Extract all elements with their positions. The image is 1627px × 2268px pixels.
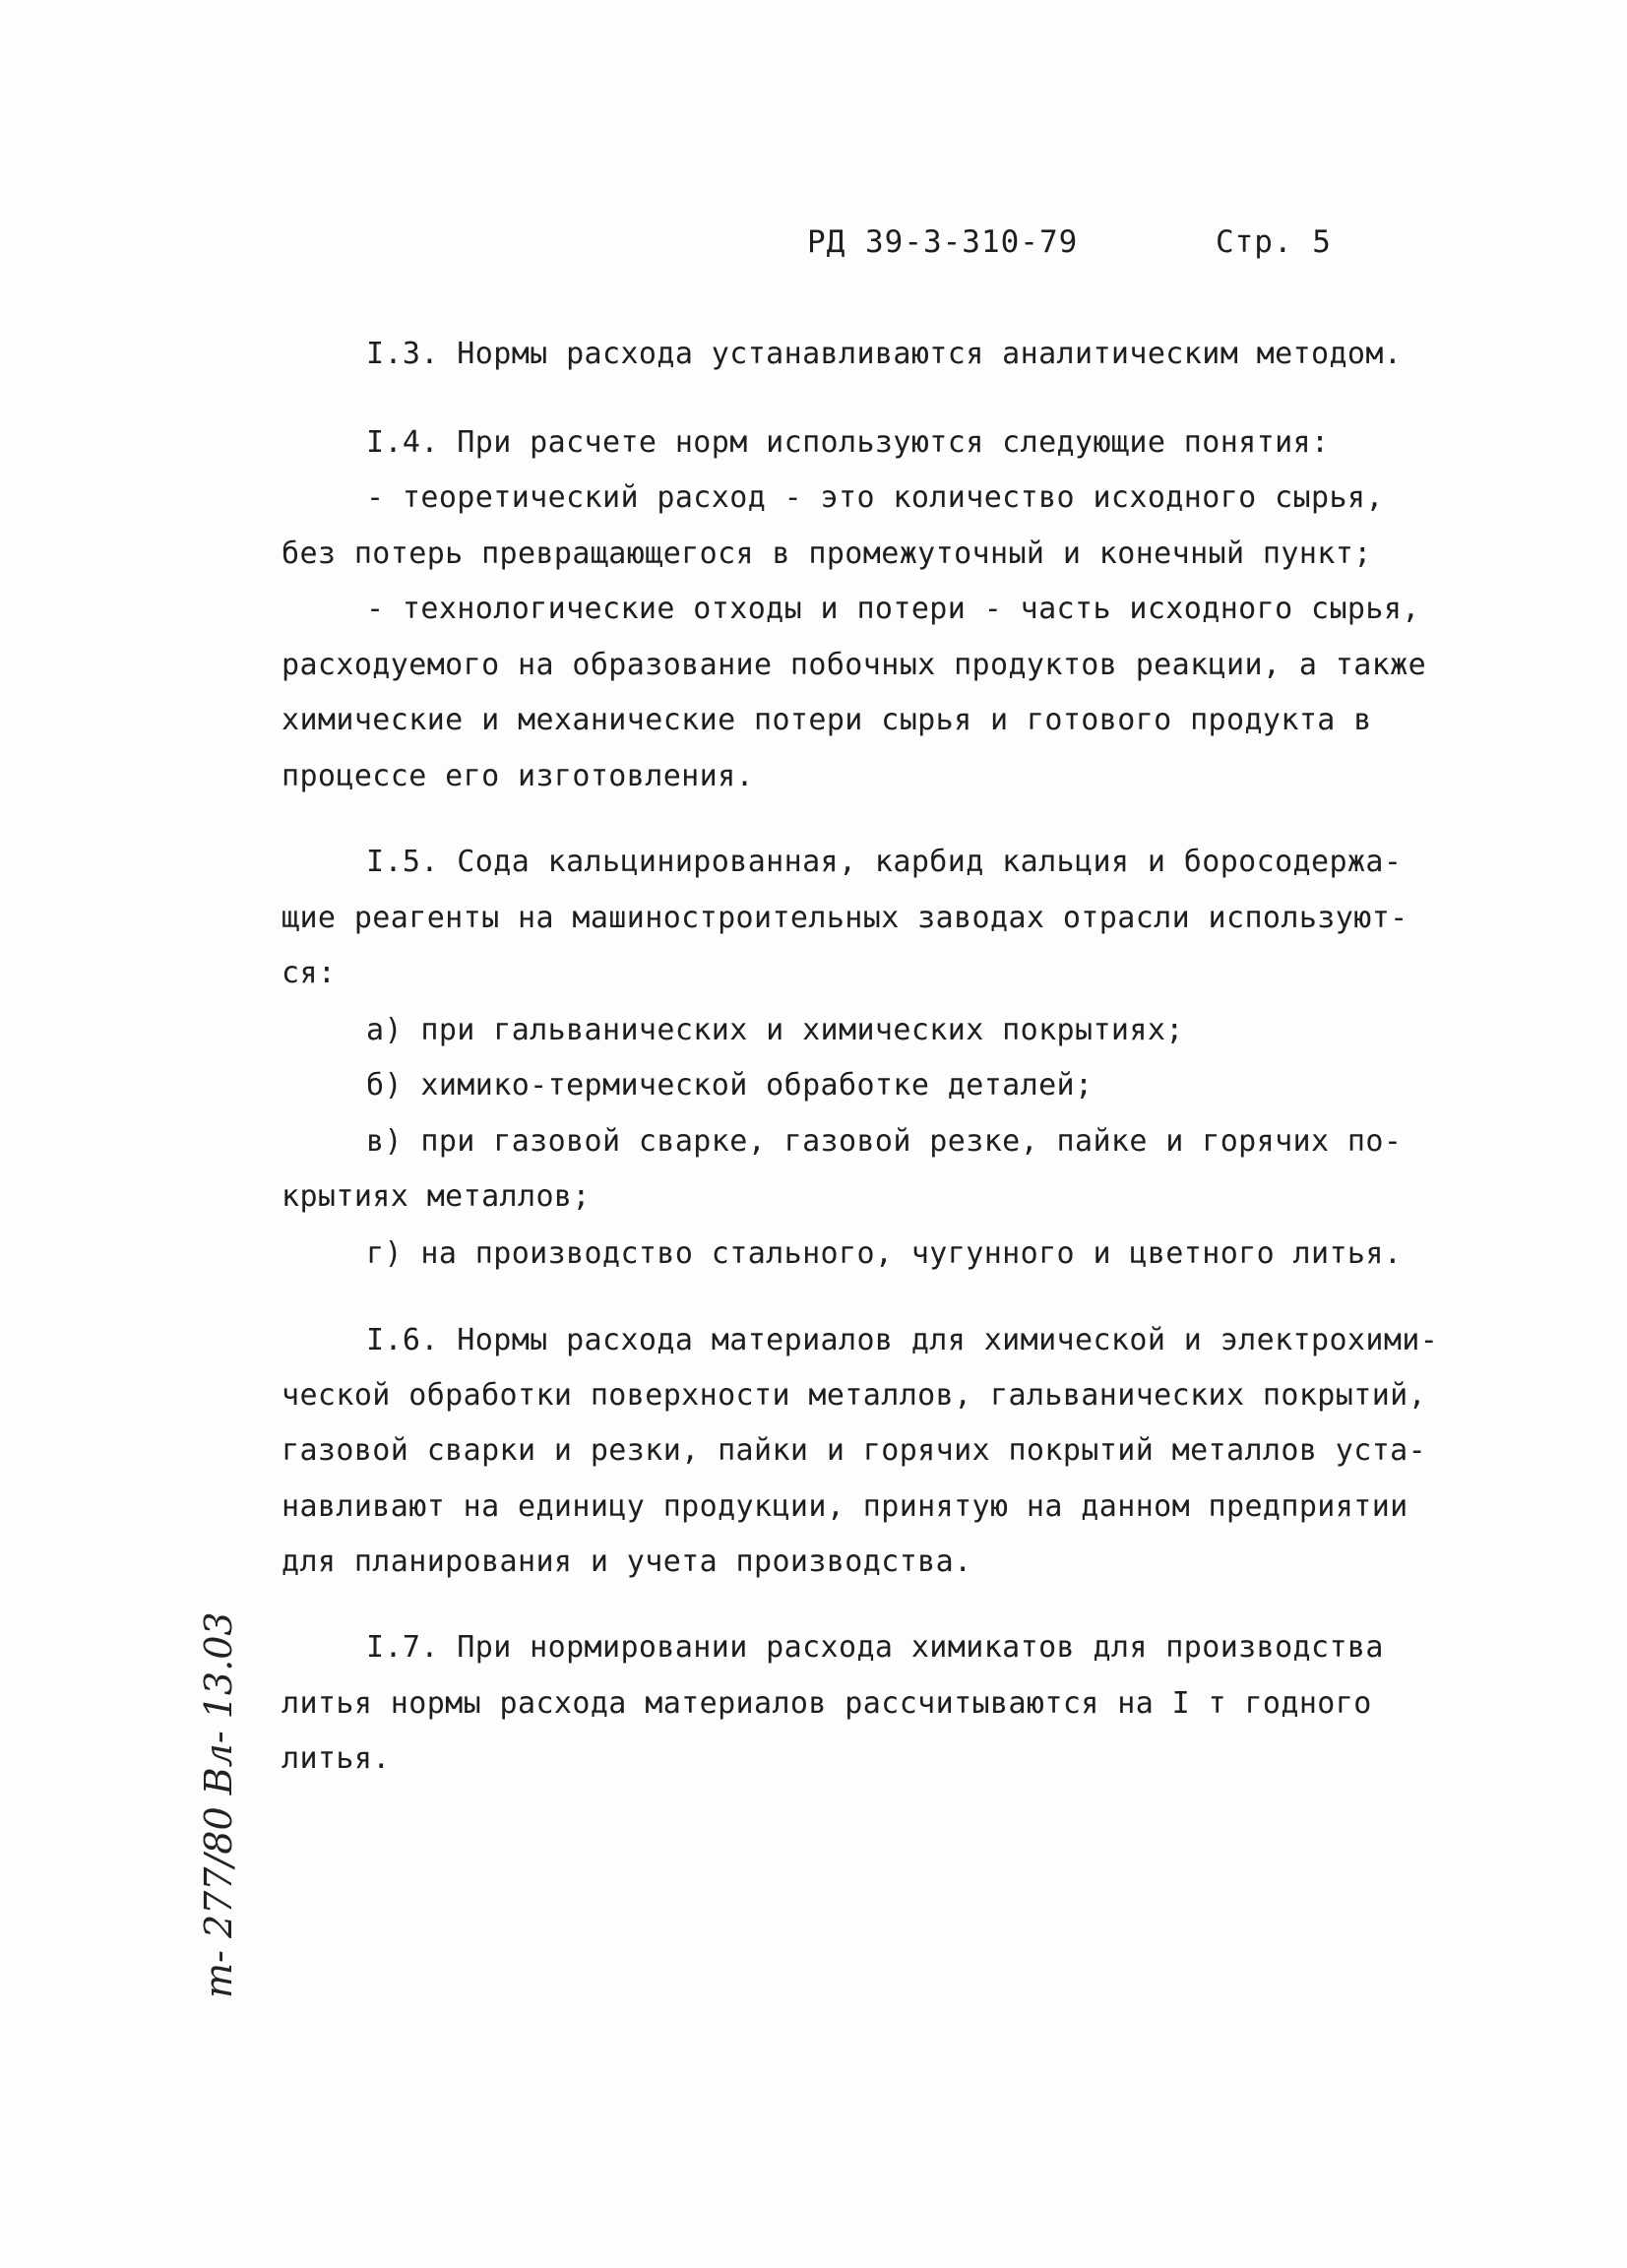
paragraph-line: навливают на единицу продукции, принятую на данном предприятии [282, 1489, 1408, 1524]
paragraph-line: без потерь превращающегося в промежуточный и конечный пункт; [282, 536, 1372, 571]
list-item: крытиях металлов; [282, 1179, 591, 1214]
paragraph-line: ческой обработки поверхности металлов, гальванических покрытий, [282, 1378, 1427, 1413]
paragraph-line: - технологические отходы и потери - часть исходного сырья, [366, 592, 1420, 626]
list-item: а) при гальванических и химических покрытиях; [366, 1013, 1184, 1047]
paragraph-line: литья нормы расхода материалов рассчитываются на I т годного [282, 1686, 1372, 1721]
paragraph-line: расходуемого на образование побочных продуктов реакции, а также [282, 648, 1427, 682]
page-header [807, 224, 1332, 260]
paragraph-line: химические и механические потери сырья и готового продукта в [282, 703, 1372, 737]
handwritten-margin-note: т- 277/80 Вл- 13.03 [197, 1611, 240, 1998]
paragraph-line: I.4. При расчете норм используются следующие понятия: [366, 425, 1330, 460]
paragraph-line: литья. [282, 1741, 391, 1776]
list-item: в) при газовой сварке, газовой резке, пайке и горячих по- [366, 1124, 1403, 1159]
page-number: Стр. 5 [1215, 224, 1332, 260]
paragraph-line: процессе его изготовления. [282, 759, 754, 793]
document-number: РД 39-3-310-79 [807, 224, 1079, 260]
paragraph-line: I.3. Нормы расхода устанавливаются аналитическим методом. [366, 337, 1403, 371]
paragraph-line: для планирования и учета производства. [282, 1544, 972, 1579]
paragraph-line: газовой сварки и резки, пайки и горячих покрытий металлов уста- [282, 1433, 1427, 1468]
paragraph-line: ся: [282, 956, 337, 990]
paragraph-line: I.6. Нормы расхода материалов для химической и электрохими- [366, 1323, 1439, 1357]
paragraph-line: щие реагенты на машиностроительных заводах отрасли используют- [282, 901, 1408, 935]
list-item: г) на производство стального, чугунного и цветного литья. [366, 1236, 1403, 1271]
paragraph-line: I.5. Сода кальцинированная, карбид кальция и боросодержа- [366, 845, 1403, 879]
paragraph-line: I.7. При нормировании расхода химикатов для производства [366, 1630, 1384, 1665]
list-item: б) химико-термической обработке деталей; [366, 1068, 1094, 1102]
paragraph-line: - теоретический расход - это количество исходного сырья, [366, 480, 1384, 515]
